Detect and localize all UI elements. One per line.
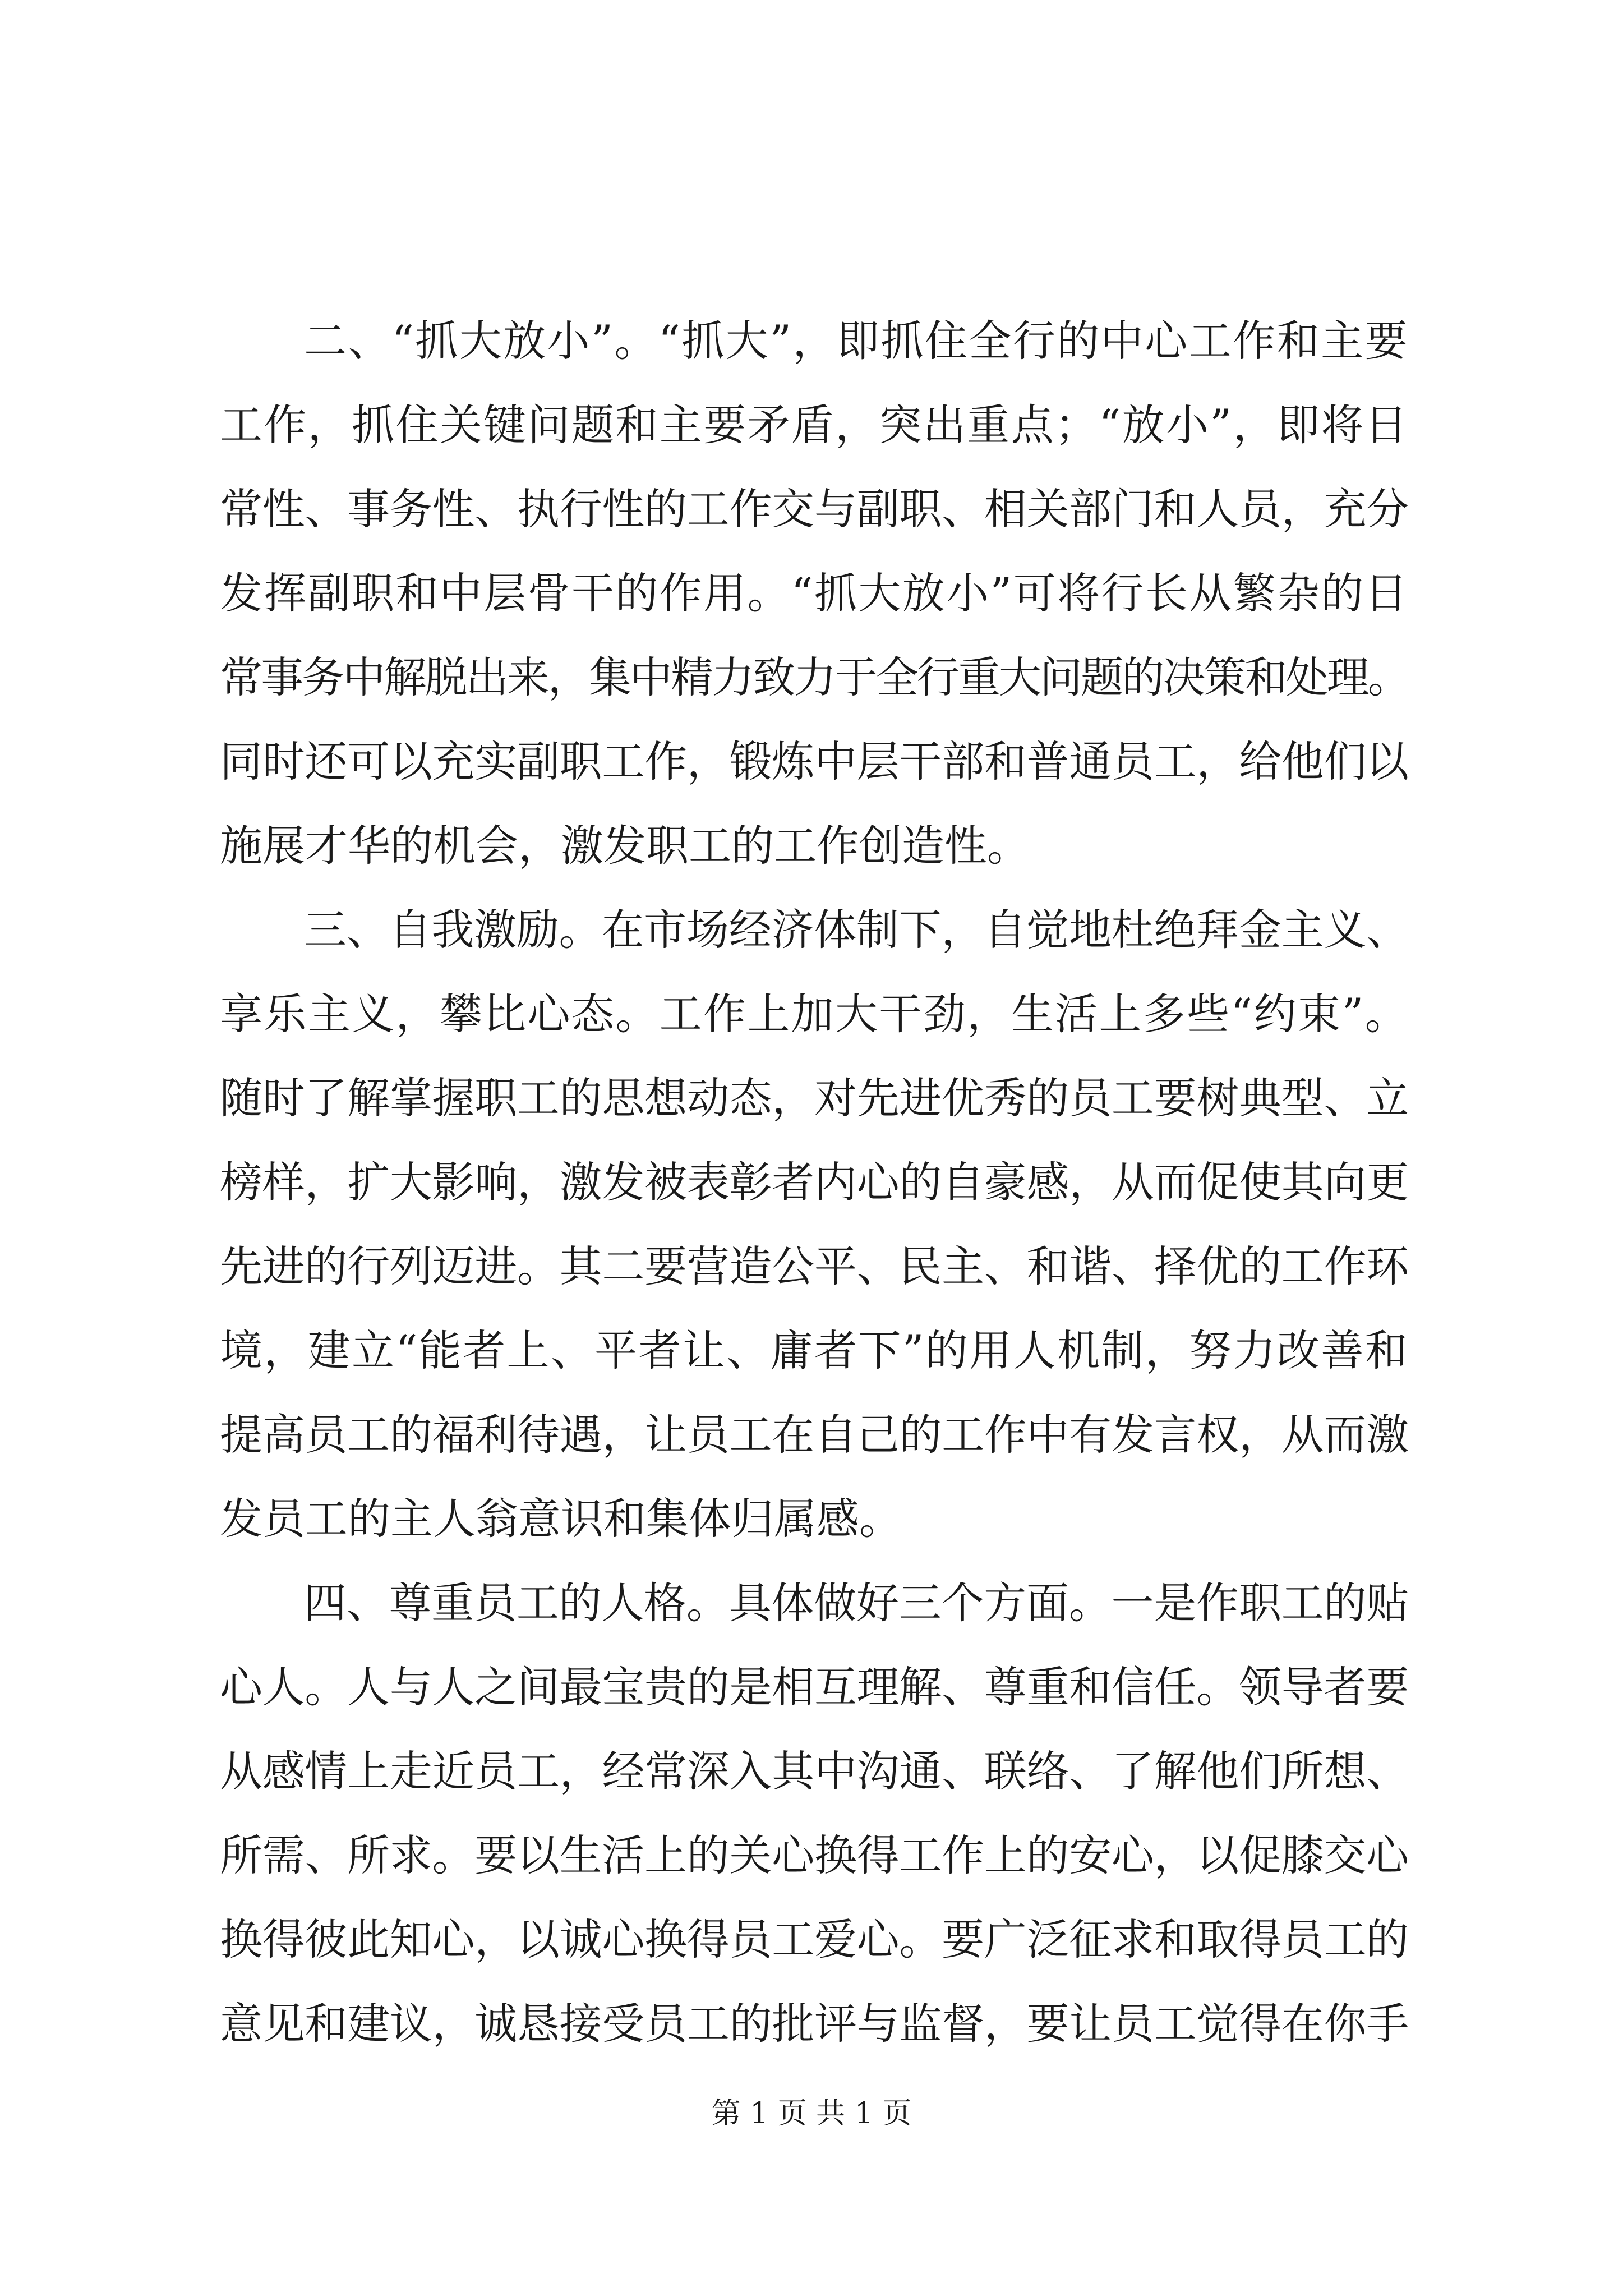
text-line: 同时还可以充实副职工作，锻炼中层干部和普通员工，给他们以 [220,737,1409,786]
text-line: 随时了解掌握职工的思想动态，对先进优秀的员工要树典型、立 [220,1073,1409,1123]
text-line: 所需、所求。要以生活上的关心换得工作上的安心，以促膝交心 [220,1830,1409,1880]
text-line: 从感情上走近员工，经常深入其中沟通、联络、了解他们所想、 [220,1746,1409,1796]
text-line: 先进的行列迈进。其二要营造公平、民主、和谐、择优的工作环 [220,1241,1409,1291]
text-line: 常性、事务性、执行性的工作交与副职、相关部门和人员，充分 [220,484,1409,534]
text-line: 发挥副职和中层骨干的作用。“抓大放小”可将行长从繁杂的日 [220,568,1409,618]
text-line: 常事务中解脱出来，集中精力致力于全行重大问题的决策和处理。 [220,652,1409,702]
document-body [220,299,1409,2066]
text-line: 发员工的主人翁意识和集体归属感。 [220,1494,902,1544]
text-line: 享乐主义，攀比心态。工作上加大干劲，生活上多些“约束”。 [220,989,1409,1039]
text-line: 工作，抓住关键问题和主要矛盾，突出重点；“放小”，即将日 [220,400,1409,450]
text-line: 三、自我激励。在市场经济体制下，自觉地杜绝拜金主义、 [304,905,1409,955]
text-line: 换得彼此知心，以诚心换得员工爱心。要广泛征求和取得员工的 [220,1915,1409,1964]
text-line: 提高员工的福利待遇，让员工在自己的工作中有发言权，从而激 [220,1410,1409,1460]
text-line: 施展才华的机会，激发职工的工作创造性。 [220,821,1030,871]
text-line: 榜样，扩大影响，激发被表彰者内心的自豪感，从而促使其向更 [220,1157,1409,1207]
text-line: 二、“抓大放小”。“抓大”，即抓住全行的中心工作和主要 [304,316,1409,366]
text-line: 境，建立“能者上、平者让、庸者下”的用人机制，努力改善和 [220,1326,1409,1375]
text-line: 四、尊重员工的人格。具体做好三个方面。一是作职工的贴 [304,1578,1409,1628]
page-footer: 第 1 页 共 1 页 [711,2097,912,2131]
text-line: 意见和建议，诚恳接受员工的批评与监督，要让员工觉得在你手 [220,1999,1409,2049]
text-line: 心人。人与人之间最宝贵的是相互理解、尊重和信任。领导者要 [220,1662,1409,1712]
